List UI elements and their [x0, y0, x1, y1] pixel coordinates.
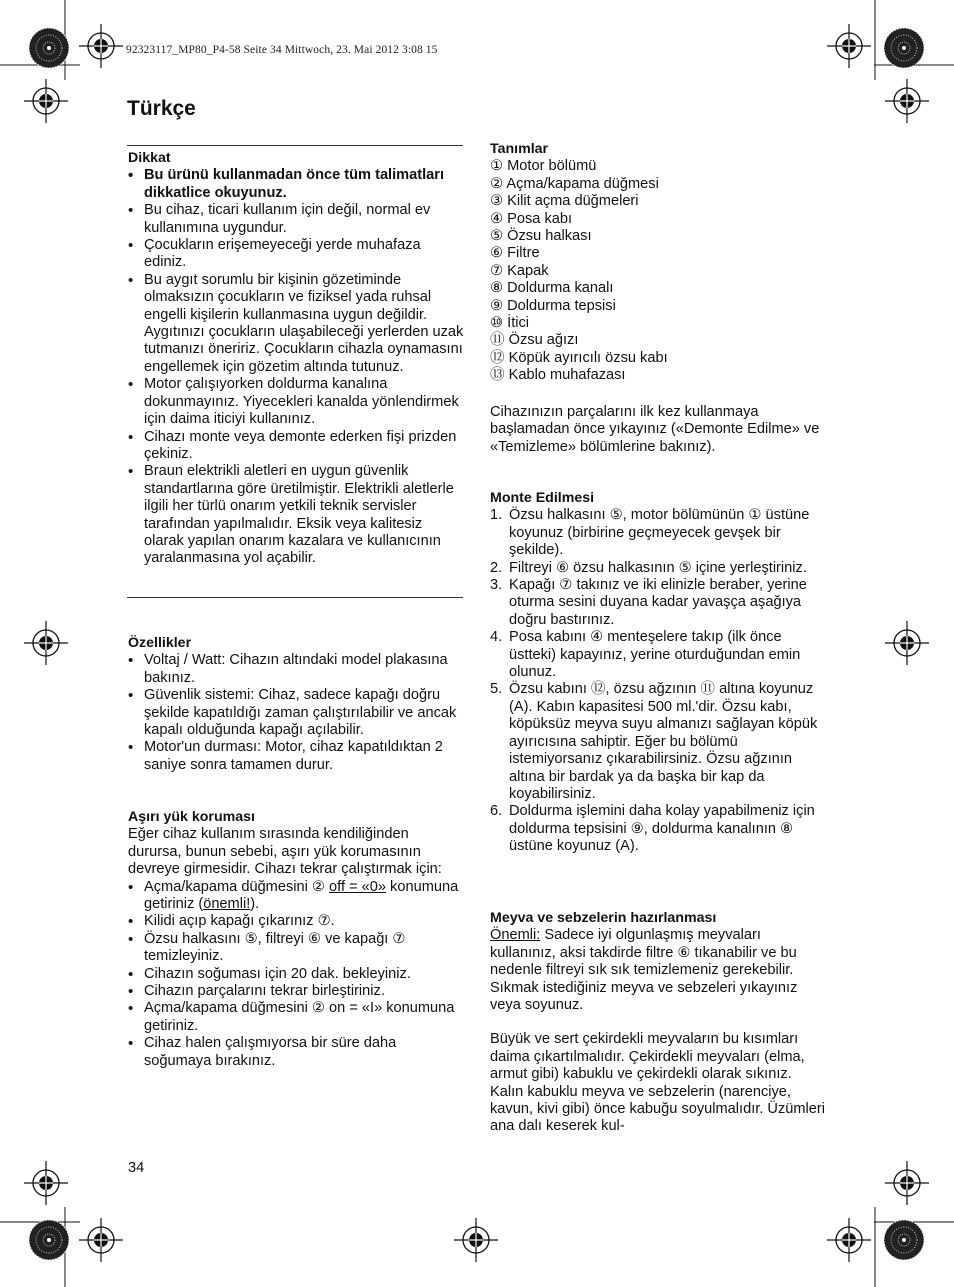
- ozellikler-heading: Özellikler: [128, 635, 192, 651]
- step-text: Özsu halkasını ⑤, motor bölümünün ① üstüne koyunuz (birbirine geçmeyecek gevşek bir şekilde).: [509, 507, 810, 559]
- ozellikler-section: [128, 635, 464, 774]
- dikkat-item: • Motor çalışıyorken doldurma kanalına dokunmayınız. Yiyecekleri kanalda yönlendirmek için daima iticiyi kullanınız.: [128, 376, 464, 428]
- monte-step: [490, 629, 826, 681]
- meyva-para2: Büyük ve sert çekirdekli meyvaların bu kısımları daima çıkartılmalıdır. Çekirdekli meyvaları (elma, armut gibi) kabuklu ve çekirdekli olarak sıkınız. Kalın kabuklu meyva ve sebzelerin (narenciye, kavun, kivi gibi) önce kabuğu soyulmalıdır. Üzümleri ana dalı keserek kul-: [490, 1031, 825, 1135]
- part-item: ⑥ Filtre: [490, 245, 540, 262]
- step-number: 4.: [490, 629, 503, 646]
- dikkat-heading: Dikkat: [128, 150, 171, 166]
- monte-step: [490, 577, 826, 629]
- tanimlar-section: [490, 141, 826, 385]
- step-text: Özsu kabını ⑫, özsu ağzının ⑪ altına koyunuz (A). Kabın kapasitesi 500 ml.'dir. Özsu kabı, köpüksüz meyva suyu almanızı sağlayan köpük ayırıcısına sahiptir. Eğer bu bölümü istemiyorsanız çıkarabilirsiniz. Özsu ağzının altına bir bardak ya da başka bir kap da koyabilirsiniz.: [509, 681, 818, 802]
- language-title: Türkçe: [127, 97, 196, 120]
- mid-rule-left: [127, 597, 463, 598]
- step-number: 6.: [490, 803, 503, 820]
- part-item: ⑪ Özsu ağızı: [490, 332, 579, 349]
- left-column: [128, 150, 464, 568]
- tanimlar-paragraph-block: [490, 404, 826, 456]
- monte-steps: [490, 507, 826, 855]
- asiri-item1-c: konumuna getiriniz (: [144, 878, 459, 913]
- ozellikler-item: • Motor'un durması: Motor, cihaz kapatıldıktan 2 saniye sonra tamamen durur.: [128, 739, 464, 774]
- part-item: ① Motor bölümü: [490, 158, 597, 175]
- asiri-item: • Cihazın soğuması için 20 dak. bekleyiniz.: [128, 966, 464, 983]
- part-item: ⑧ Doldurma kanalı: [490, 280, 614, 297]
- monte-step: [490, 507, 826, 559]
- meyva-section: [490, 910, 826, 1136]
- part-item: ⑫ Köpük ayırıcılı özsu kabı: [490, 349, 668, 366]
- asiri-item: • Cihazın parçalarını tekrar birleştiriniz.: [128, 983, 464, 1000]
- asiri-item1-a: Açma/kapama düğmesini ②: [144, 878, 330, 895]
- part-item: ⑩ İtici: [490, 315, 530, 332]
- asiri-section: [128, 809, 464, 1070]
- step-number: 3.: [490, 577, 503, 594]
- part-item: ⑤ Özsu halkası: [490, 228, 592, 245]
- dikkat-item: • Braun elektrikli aletleri en uygun güvenlik standartlarına göre üretilmiştir. Elektrikli aletlerle ilgili her türlü onarım yetkili teknik servisler tarafından yapılmalıdır. Eksik veya kalitesiz olarak yapılan onarım kazalara ve kullanıcının yaralanmasına yol açabilir.: [128, 463, 464, 567]
- part-item: ② Açma/kapama düğmesi: [490, 175, 659, 192]
- parts-list: [490, 158, 826, 384]
- ozellikler-item: • Güvenlik sistemi: Cihaz, sadece kapağı doğru şekilde kapatıldığı zaman çalıştırılabilir ve ancak kapalı olduğunda kapağı açılabilir.: [128, 687, 464, 739]
- tanimlar-paragraph: Cihazınızın parçalarını ilk kez kullanmaya başlamadan önce yıkayınız («Demonte Edilme» ve «Temizleme» bölümlerine bakınız).: [490, 404, 820, 455]
- tanimlar-heading: Tanımlar: [490, 141, 549, 157]
- dikkat-item: • Bu cihaz, ticari kullanım için değil, normal ev kullanımına uygundur.: [128, 202, 464, 237]
- dikkat-list: [128, 167, 464, 567]
- dikkat-item: • Bu ürünü kullanmadan önce tüm talimatları dikkatlice okuyunuz.: [128, 167, 464, 202]
- ozellikler-list: [128, 652, 464, 774]
- asiri-item: • Cihaz halen çalışmıyorsa bir süre daha soğumaya bırakınız.: [128, 1035, 464, 1070]
- meyva-para1-text: Sadece iyi olgunlaşmış meyvaları kullanınız, aksi takdirde filtre ⑥ tıkanabilir ve bu nedenle filtreyi sık sık temizlemeniz gerekebilir. Sıkmak istediğiniz meyva ve sebzeleri yıkayınız veya soyunuz.: [490, 927, 798, 1014]
- part-item: ⑦ Kapak: [490, 262, 549, 279]
- meyva-heading: Meyva ve sebzelerin hazırlanması: [490, 910, 717, 926]
- print-header-line: 92323117_MP80_P4-58 Seite 34 Mittwoch, 23. Mai 2012 3:08 15: [126, 44, 438, 56]
- asiri-list: [128, 879, 464, 1070]
- dikkat-item: • Çocukların erişemeyeceği yerde muhafaza ediniz.: [128, 237, 464, 272]
- step-text: Posa kabını ④ menteşelere takıp (ilk önce üstteki) kapayınız, yerine oturduğundan emin olunuz.: [509, 629, 801, 681]
- asiri-item1-e: ).: [250, 896, 260, 913]
- asiri-intro: Eğer cihaz kullanım sırasında kendiliğinden durursa, bunun sebebi, aşırı yük korumasının devreye girmesidir. Cihazı tekrar çalıştırmak için:: [128, 826, 442, 878]
- dikkat-item: • Bu aygıt sorumlu bir kişinin gözetiminde olmaksızın çocukların ve fiziksel yada ruhsal engelli kişilerin kullanmasına uygun değildir. Aygıtınızı çocukların ulaşabileceği yerlerden uzak tutmanızı öneririz. Çocukların cihazla oynamasını engellemek için gözetim altında tutunuz.: [128, 272, 464, 376]
- dikkat-item: • Cihazı monte veya demonte ederken fişi prizden çekiniz.: [128, 429, 464, 464]
- asiri-item: • Özsu halkasını ⑤, filtreyi ⑥ ve kapağı ⑦ temizleyiniz.: [128, 931, 464, 966]
- monte-section: [490, 490, 826, 856]
- top-rule-left: [127, 145, 463, 146]
- part-item: ④ Posa kabı: [490, 210, 573, 227]
- off-setting: off = «0»: [329, 878, 386, 895]
- asiri-item: • Açma/kapama düğmesini ② on = «I» konumuna getiriniz.: [128, 1000, 464, 1035]
- step-text: Kapağı ⑦ takınız ve iki elinizle beraber, yerine oturma sesini duyana kadar yavaşça aşağıya doğru bastırınız.: [509, 577, 807, 628]
- meyva-para1: [490, 927, 826, 1014]
- onemli-label: Önemli:: [490, 927, 541, 944]
- asiri-item: • Kilidi açıp kapağı çıkarınız ⑦.: [128, 913, 464, 930]
- part-item: ⑨ Doldurma tepsisi: [490, 297, 616, 314]
- asiri-item: [128, 879, 464, 914]
- step-text: Doldurma işlemini daha kolay yapabilmeniz için doldurma tepsisini ⑨, doldurma kanalının ⑧ üstüne koyunuz (A).: [509, 803, 815, 855]
- monte-step: [490, 681, 826, 803]
- part-item: ③ Kilit açma düğmeleri: [490, 193, 639, 210]
- step-text: Filtreyi ⑥ özsu halkasının ⑤ içine yerleştiriniz.: [509, 559, 807, 576]
- monte-step: [490, 560, 826, 577]
- monte-step: [490, 803, 826, 855]
- ozellikler-item: • Voltaj / Watt: Cihazın altındaki model plakasına bakınız.: [128, 652, 464, 687]
- onemli-note: önemli!: [203, 896, 251, 913]
- step-number: 2.: [490, 559, 503, 576]
- step-number: 1.: [490, 507, 503, 524]
- part-item: ⑬ Kablo muhafazası: [490, 367, 626, 384]
- page-number: 34: [128, 1160, 145, 1176]
- step-number: 5.: [490, 681, 503, 698]
- monte-heading: Monte Edilmesi: [490, 490, 595, 506]
- asiri-heading: Aşırı yük koruması: [128, 809, 255, 825]
